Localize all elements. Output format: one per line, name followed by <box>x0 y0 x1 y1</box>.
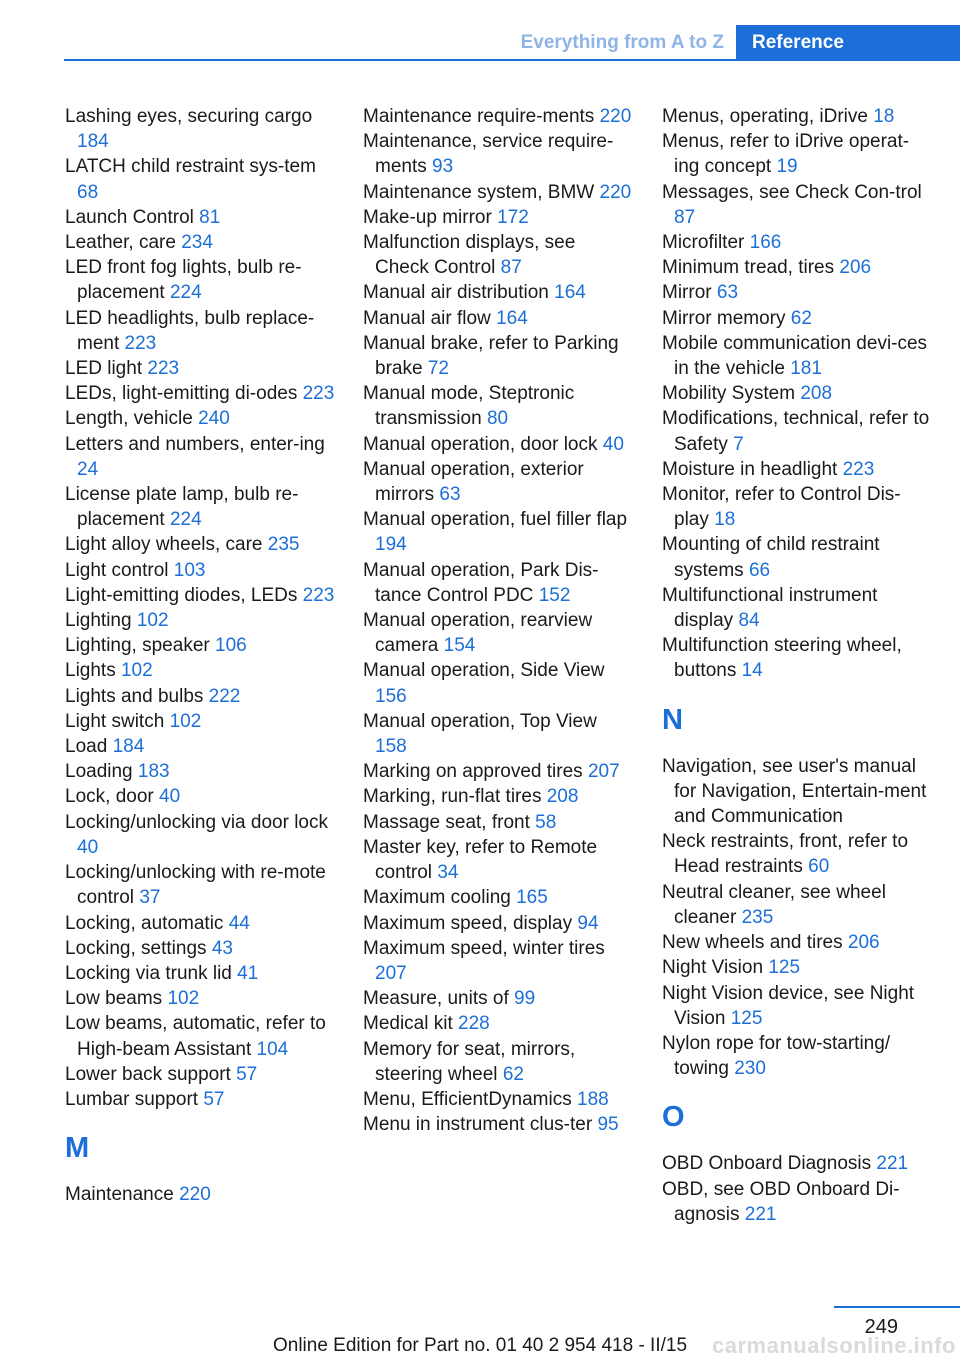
page-reference-link[interactable]: 57 <box>236 1063 258 1085</box>
index-entry-text: Lighting <box>65 610 132 632</box>
page-reference-link[interactable]: 206 <box>839 257 872 279</box>
index-entry <box>65 1011 335 1061</box>
index-entry-text: Manual operation, Park Dis-tance Control PDC <box>363 559 599 606</box>
page-reference-link[interactable]: 230 <box>734 1058 766 1080</box>
page-reference-link[interactable]: 80 <box>486 408 509 430</box>
index-entry-text: Light switch <box>65 710 165 732</box>
index-entry <box>363 205 633 230</box>
index-entry <box>662 981 932 1031</box>
index-column-2 <box>363 104 633 1137</box>
page-reference-link[interactable]: 156 <box>375 685 407 707</box>
index-entry-text: Locking via trunk lid <box>65 962 232 984</box>
index-entry <box>662 255 932 280</box>
page-reference-link[interactable]: 57 <box>203 1088 225 1110</box>
index-entry <box>662 532 932 582</box>
index-entry <box>363 810 633 835</box>
index-entry <box>65 406 335 431</box>
index-entry-text: Nylon rope for tow-starting/ towing <box>662 1032 891 1080</box>
page-reference-link[interactable]: 158 <box>375 736 407 758</box>
page-reference-link[interactable]: 184 <box>112 736 145 758</box>
index-letter-heading: O <box>662 1101 685 1134</box>
index-entry-text: Malfunction displays, see Check Control <box>363 232 576 279</box>
index-entry <box>65 306 335 356</box>
page-reference-link[interactable]: 224 <box>169 282 202 304</box>
index-entry-text: Lower back support <box>65 1063 231 1085</box>
page-reference-link[interactable]: 58 <box>535 811 557 833</box>
page-reference-link[interactable]: 40 <box>602 433 624 455</box>
page-reference-link[interactable]: 103 <box>173 559 206 581</box>
page-reference-link[interactable]: 63 <box>716 282 739 304</box>
index-entry <box>363 658 633 708</box>
page-reference-link[interactable]: 224 <box>169 509 202 531</box>
index-entry-text: Microfilter <box>662 232 745 254</box>
page-reference-link[interactable]: 19 <box>776 156 798 178</box>
page-reference-link[interactable]: 220 <box>599 181 632 203</box>
page-reference-link[interactable]: 223 <box>302 584 335 606</box>
index-entry-text: Locking/unlocking with re-mote control <box>65 862 326 909</box>
index-entry <box>65 432 335 482</box>
page-reference-link[interactable]: 102 <box>167 988 200 1010</box>
index-entry <box>662 955 932 980</box>
index-entry-text: Memory for seat, mirrors, steering wheel <box>363 1038 576 1085</box>
page-reference-link[interactable]: 102 <box>136 610 169 632</box>
index-entry <box>65 936 335 961</box>
page-reference-link[interactable]: 93 <box>432 156 454 178</box>
index-entry-text: Load <box>65 736 108 758</box>
page-reference-link[interactable]: 87 <box>674 206 696 228</box>
page-reference-link[interactable]: 43 <box>211 937 233 959</box>
index-entry <box>363 306 633 331</box>
index-entry <box>363 432 633 457</box>
index-entry <box>363 457 633 507</box>
index-entry <box>363 1112 633 1137</box>
index-entry <box>662 482 932 532</box>
page-reference-link[interactable]: 106 <box>215 635 247 657</box>
index-entry-text: Moisture in headlight <box>662 458 838 480</box>
index-entry-text: OBD Onboard Diagnosis <box>662 1153 872 1175</box>
page-reference-link[interactable]: 208 <box>546 786 579 808</box>
footer-rule <box>834 1306 960 1308</box>
page-reference-link[interactable]: 164 <box>496 307 528 329</box>
index-entry <box>662 583 932 633</box>
page-reference-link[interactable]: 68 <box>77 181 99 203</box>
index-entry <box>363 986 633 1011</box>
index-entry <box>662 633 932 683</box>
index-entry-text: Low beams <box>65 988 163 1010</box>
index-entry <box>65 583 335 608</box>
index-entry-text: Manual operation, Side View <box>363 660 605 682</box>
page-reference-link[interactable]: 207 <box>375 962 407 984</box>
page-reference-link[interactable]: 164 <box>554 282 586 304</box>
index-entry <box>65 381 335 406</box>
index-entry-text: Manual brake, refer to Parking brake <box>363 332 619 380</box>
index-entry <box>363 759 633 784</box>
index-entry-text: Mobility System <box>662 383 796 405</box>
index-entry <box>662 230 932 255</box>
index-entry-text: Manual air distribution <box>363 282 549 304</box>
page-reference-link[interactable]: 84 <box>738 610 760 632</box>
index-entry <box>363 1087 633 1112</box>
index-entry <box>65 684 335 709</box>
index-entry <box>65 532 335 557</box>
index-entry-text: Measure, units of <box>363 988 509 1010</box>
index-entry-text: Low beams, automatic, refer to High-beam Assistant <box>65 1013 326 1060</box>
page-reference-link[interactable]: 207 <box>587 761 620 783</box>
index-entry-text: Multifunction steering wheel, buttons <box>662 635 902 682</box>
page-reference-link[interactable]: 221 <box>744 1203 777 1225</box>
page-reference-link[interactable]: 18 <box>873 106 895 127</box>
page-reference-link[interactable]: 62 <box>502 1063 524 1085</box>
index-entry-text: Mirror <box>662 282 712 304</box>
index-entry <box>662 331 932 381</box>
index-entry <box>363 885 633 910</box>
page-reference-link[interactable]: 14 <box>741 660 763 682</box>
page-reference-link[interactable]: 72 <box>427 358 449 380</box>
page-reference-link[interactable]: 240 <box>198 408 230 430</box>
index-entry-text: Lock, door <box>65 786 154 808</box>
index-entry <box>65 104 335 154</box>
index-entry-text: Navigation, see user's manual for Navigation, Entertain-ment and Communication <box>662 755 927 828</box>
index-entry <box>65 810 335 860</box>
page-reference-link[interactable]: 95 <box>597 1114 619 1136</box>
index-entry-text: Mounting of child restraint systems <box>662 534 880 581</box>
index-entry-text: Lighting, speaker <box>65 635 210 657</box>
index-entry-text: LATCH child restraint sys-tem <box>65 156 316 178</box>
index-entry <box>363 230 633 280</box>
index-entry-text: LED front fog lights, bulb re-placement <box>65 257 302 304</box>
index-entry <box>65 759 335 784</box>
index-entry-text: LED light <box>65 358 143 380</box>
index-entry-text: Neutral cleaner, see wheel cleaner <box>662 881 886 928</box>
index-entry <box>65 911 335 936</box>
index-entry <box>363 1037 633 1087</box>
page-reference-link[interactable]: 60 <box>808 856 830 878</box>
page-reference-link[interactable]: 235 <box>741 906 774 928</box>
index-entry-text: Lashing eyes, securing cargo <box>65 106 313 127</box>
index-entry-text: Light-emitting diodes, LEDs <box>65 584 298 606</box>
header-rule <box>64 59 960 61</box>
index-entry <box>662 381 932 406</box>
index-entry-text: Medical kit <box>363 1013 453 1035</box>
index-entry-text: Menu in instrument clus-ter <box>363 1114 593 1136</box>
page-reference-link[interactable]: 223 <box>302 383 335 405</box>
page-reference-link[interactable]: 220 <box>179 1184 211 1206</box>
index-entry <box>662 129 932 179</box>
index-entry <box>363 709 633 759</box>
index-entry-text: Menu, EfficientDynamics <box>363 1088 572 1110</box>
index-entry-text: Light alloy wheels, care <box>65 534 263 556</box>
index-entry-text: Letters and numbers, enter-ing <box>65 433 325 455</box>
page-reference-link[interactable]: 221 <box>876 1153 909 1175</box>
index-entry-text: Manual mode, Steptronic transmission <box>363 383 575 430</box>
index-entry <box>65 205 335 230</box>
index-entry <box>363 911 633 936</box>
index-entry <box>363 381 633 431</box>
page-reference-link[interactable]: 102 <box>169 710 202 732</box>
index-entry <box>363 507 633 557</box>
index-entry-text: Manual operation, fuel filler flap <box>363 509 628 531</box>
index-entry-text: License plate lamp, bulb re-placement <box>65 484 299 531</box>
index-entry <box>65 356 335 381</box>
index-entry-text: Maximum speed, display <box>363 912 573 934</box>
index-entry-text: Maintenance system, BMW <box>363 181 595 203</box>
index-entry <box>363 558 633 608</box>
index-entry-text: Menus, operating, iDrive <box>662 106 868 127</box>
page-reference-link[interactable]: 188 <box>577 1088 609 1110</box>
index-entry <box>65 860 335 910</box>
page-reference-link[interactable]: 99 <box>514 988 536 1010</box>
edition-note: Online Edition for Part no. 01 40 2 954 418 - II/15 <box>272 1335 688 1356</box>
index-entry-text: Messages, see Check Con-trol <box>662 181 922 203</box>
page-reference-link[interactable]: 222 <box>208 685 241 707</box>
index-entry <box>662 104 932 129</box>
index-entry <box>65 734 335 759</box>
page-reference-link[interactable]: 223 <box>842 458 875 480</box>
index-entry-text: Light control <box>65 559 169 581</box>
page-reference-link[interactable]: 181 <box>790 358 822 380</box>
index-entry <box>363 1011 633 1036</box>
page-reference-link[interactable]: 235 <box>267 534 300 556</box>
index-entry-text: Maintenance require-ments <box>363 106 595 127</box>
index-entry-text: Menus, refer to iDrive operat-ing concept <box>662 131 910 178</box>
index-entry <box>65 709 335 734</box>
chapter-tab: Reference <box>736 25 960 61</box>
index-entry-text: Lights and bulbs <box>65 685 204 707</box>
page-reference-link[interactable]: 228 <box>458 1013 490 1035</box>
index-entry-text: Maintenance, service require-ments <box>363 131 614 178</box>
page-reference-link[interactable]: 154 <box>443 635 476 657</box>
page-reference-link[interactable]: 18 <box>714 509 736 531</box>
index-entry <box>65 1182 335 1207</box>
index-entry-text: Leather, care <box>65 232 176 254</box>
index-entry-text: Length, vehicle <box>65 408 193 430</box>
index-entry-text: Night Vision device, see Night Vision <box>662 982 915 1029</box>
page-reference-link[interactable]: 165 <box>516 887 548 909</box>
page-reference-link[interactable]: 208 <box>800 383 833 405</box>
index-entry <box>662 306 932 331</box>
page-reference-link[interactable]: 223 <box>124 332 157 354</box>
index-entry <box>65 961 335 986</box>
page-reference-link[interactable]: 87 <box>500 257 522 279</box>
page-reference-link[interactable]: 66 <box>748 559 771 581</box>
index-entry-text: Multifunctional instrument display <box>662 584 878 632</box>
index-entry-text: Locking, automatic <box>65 912 224 934</box>
index-entry-text: Manual operation, door lock <box>363 433 598 455</box>
index-entry <box>65 608 335 633</box>
page-reference-link[interactable]: 63 <box>439 484 461 506</box>
index-entry-text: Modifications, technical, refer to Safety <box>662 408 930 455</box>
index-entry <box>65 1087 335 1112</box>
index-entry-text: Manual operation, exterior mirrors <box>363 458 584 506</box>
index-entry <box>662 754 932 830</box>
index-entry <box>65 986 335 1011</box>
index-column-3 <box>662 104 932 1227</box>
index-entry-text: Make-up mirror <box>363 206 492 228</box>
index-entry <box>65 633 335 658</box>
page-reference-link[interactable]: 40 <box>159 786 181 808</box>
index-entry <box>65 154 335 204</box>
index-entry <box>363 280 633 305</box>
index-entry-text: Locking, settings <box>65 937 207 959</box>
index-entry-text: OBD, see OBD Onboard Di-agnosis <box>662 1178 900 1225</box>
index-entry-text: Massage seat, front <box>363 811 530 833</box>
index-entry <box>65 230 335 255</box>
index-entry <box>662 930 932 955</box>
index-entry-text: Lumbar support <box>65 1088 199 1110</box>
page-reference-link[interactable]: 223 <box>147 358 180 380</box>
index-entry <box>65 255 335 305</box>
index-entry-text: LEDs, light-emitting di-odes <box>65 383 298 405</box>
page-number: 249 <box>864 1316 898 1338</box>
index-entry-text: Night Vision <box>662 957 764 979</box>
index-entry <box>662 1177 932 1227</box>
index-entry <box>363 104 633 129</box>
page-reference-link[interactable]: 183 <box>137 761 170 783</box>
index-entry-text: Maximum speed, winter tires <box>363 937 605 959</box>
page-reference-link[interactable]: 125 <box>730 1007 763 1029</box>
index-entry <box>363 835 633 885</box>
watermark: carmanualsonline.info <box>712 1333 956 1358</box>
index-entry-text: Manual air flow <box>363 307 491 329</box>
page-reference-link[interactable]: 102 <box>120 660 153 682</box>
page-reference-link[interactable]: 81 <box>199 206 221 228</box>
index-entry-text: Marking on approved tires <box>363 761 583 783</box>
index-entry-text: Minimum tread, tires <box>662 257 835 279</box>
index-entry-text: Master key, refer to Remote control <box>363 836 598 884</box>
index-entry <box>65 1062 335 1087</box>
index-entry-text: New wheels and tires <box>662 932 843 954</box>
index-entry <box>363 608 633 658</box>
index-entry-text: Loading <box>65 761 133 783</box>
index-letter-heading: N <box>662 703 683 736</box>
page-reference-link[interactable]: 40 <box>77 836 99 858</box>
index-entry-text: Monitor, refer to Control Dis-play <box>662 484 901 531</box>
index-entry <box>65 558 335 583</box>
page-reference-link[interactable]: 194 <box>375 534 407 556</box>
page-reference-link[interactable]: 24 <box>77 458 99 480</box>
page-reference-link[interactable]: 184 <box>77 131 109 153</box>
index-entry-text: Manual operation, rearview camera <box>363 610 593 657</box>
page-reference-link[interactable]: 104 <box>256 1038 289 1060</box>
index-entry <box>363 180 633 205</box>
index-entry-text: Launch Control <box>65 206 194 228</box>
page-reference-link[interactable]: 166 <box>749 232 782 254</box>
index-entry <box>662 406 932 456</box>
index-entry <box>662 280 932 305</box>
index-entry-text: Mobile communication devi-ces in the vehicle <box>662 332 928 380</box>
index-entry <box>65 658 335 683</box>
index-entry-text: Locking/unlocking via door lock <box>65 811 328 833</box>
page-reference-link[interactable]: 37 <box>139 887 161 909</box>
index-entry <box>363 784 633 809</box>
page-reference-link[interactable]: 234 <box>181 232 213 254</box>
page-reference-link[interactable]: 41 <box>237 962 259 984</box>
index-entry <box>65 784 335 809</box>
page-reference-link[interactable]: 44 <box>228 912 250 934</box>
section-title: Everything from A to Z <box>520 32 724 53</box>
index-entry-text: Maintenance <box>65 1184 174 1206</box>
index-entry <box>363 331 633 381</box>
index-entry-text: Mirror memory <box>662 307 786 329</box>
index-column-1 <box>65 104 335 1207</box>
page-reference-link[interactable]: 125 <box>768 957 801 979</box>
page-reference-link[interactable]: 152 <box>538 584 571 606</box>
index-entry <box>363 936 633 986</box>
page-header <box>64 25 960 61</box>
index-entry-text: Neck restraints, front, refer to Head restraints <box>662 831 909 878</box>
index-entry <box>662 457 932 482</box>
page-reference-link[interactable]: 62 <box>790 307 812 329</box>
index-entry-text: Lights <box>65 660 116 682</box>
index-entry <box>65 482 335 532</box>
page-reference-link[interactable]: 206 <box>847 932 880 954</box>
page-reference-link[interactable]: 94 <box>577 912 599 934</box>
index-entry <box>363 129 633 179</box>
page-reference-link[interactable]: 172 <box>497 206 529 228</box>
index-entry-text: Manual operation, Top View <box>363 710 597 732</box>
index-entry <box>662 1031 932 1081</box>
page-reference-link[interactable]: 7 <box>733 433 744 455</box>
index-entry-text: Maximum cooling <box>363 887 511 909</box>
index-entry-text: LED headlights, bulb replace-ment <box>65 307 315 354</box>
index-entry <box>662 829 932 879</box>
index-entry-text: Marking, run-flat tires <box>363 786 542 808</box>
page-reference-link[interactable]: 34 <box>437 862 459 884</box>
index-letter-heading: M <box>65 1132 90 1165</box>
index-entry <box>662 880 932 930</box>
index-entry <box>662 180 932 230</box>
page-reference-link[interactable]: 220 <box>599 106 632 127</box>
index-entry <box>662 1151 932 1176</box>
